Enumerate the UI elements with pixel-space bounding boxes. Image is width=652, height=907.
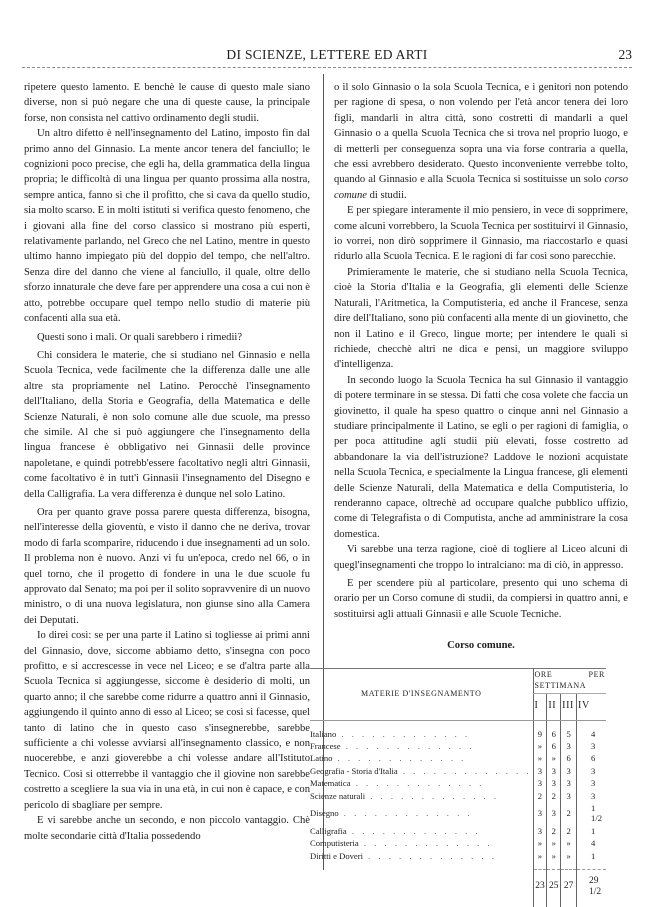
subject-cell: Latino . . . . . . . . . . . . . [310, 753, 467, 764]
subject-cell: Francese . . . . . . . . . . . . . [310, 741, 475, 752]
table-row [310, 825, 606, 837]
hours-cell: 3 [577, 790, 606, 802]
hours-cell: 2 [561, 825, 577, 837]
paragraph: ripetere questo lamento. E benchè le cause di questo male siano diverse, non si può negare che una di queste cause, la principale forse, non consista nel cattivo ordinamento degli studii. [24, 82, 310, 124]
journal-title: DI SCIENZE, LETTERE ED ARTI [226, 47, 428, 62]
leader-dots: . . . . . . . . . . . . . [350, 778, 485, 789]
total-cell: 29 1/2 [577, 870, 606, 907]
left-column [24, 80, 310, 844]
leader-dots: . . . . . . . . . . . . . [362, 850, 497, 861]
hours-cell: » [533, 837, 547, 849]
hours-cell: » [561, 837, 577, 849]
schedule-table [310, 668, 606, 907]
hours-cell: » [547, 850, 561, 870]
header-year: II [547, 693, 561, 720]
header-subjects: MATERIE D'INSEGNAMENTO [310, 668, 533, 720]
hours-cell: 6 [577, 752, 606, 764]
hours-cell: 3 [561, 765, 577, 777]
total-cell: 25 [547, 870, 561, 907]
table-row [310, 850, 606, 870]
subject-cell: Calligrafia . . . . . . . . . . . . . [310, 825, 481, 836]
hours-cell: 3 [561, 790, 577, 802]
subject-cell: Italiano . . . . . . . . . . . . . [310, 728, 471, 739]
hours-cell: » [561, 850, 577, 870]
paragraph: Ora per quanto grave possa parere questa differenza, bisogna, nell'interesse della gioventù, e visto il danno che ne deriva, trovar modo di farla scomparire, riducendo i due insegnamenti ad un solo. Il problema non è nuovo. Anzi vi fu un'epoca, credo nel 66, o in quel torno, che il progetto di fondere in una le due scuole fu approvato dal Senato; ma poi per il solito sopravvenire di un nuovo ministro, o di una nuova legislatura, non giunse sino alla Camera dei Deputati. [24, 506, 310, 626]
hours-cell: » [547, 752, 561, 764]
emphasis: corso comune [334, 174, 628, 201]
hours-cell: 3 [533, 765, 547, 777]
hours-cell: 5 [561, 720, 577, 740]
subject-cell: Scienze naturali . . . . . . . . . . . . . [310, 790, 499, 801]
leader-dots: . . . . . . . . . . . . . [365, 790, 499, 801]
hours-cell: 3 [577, 777, 606, 789]
hours-cell: 3 [561, 777, 577, 789]
header-rule [22, 67, 632, 69]
hours-cell: » [533, 752, 547, 764]
leader-dots: . . . . . . . . . . . . . [336, 728, 471, 739]
page-number: 23 [618, 47, 632, 62]
table-body [310, 720, 606, 869]
paragraph: In secondo luogo la Scuola Tecnica ha sul Ginnasio il vantaggio di potere terminare in se stessa. Di fatti che cosa volete che faccia un giovinetto, il quale ha speso quattro o cinque anni nel Ginnasio a studiare principalmente il Latino, se egli o per ragioni di famiglia, o per poca attitudine agli studii più elevati, fosse costretto ad abbandonare la via dell'istruzione? Laddove le nozioni acquistate nella Scuola Tecnica, e specialmente la Lingua francese, gli elementi delle Scienze Naturali, della Matematica e della Computisteria, lo renderanno capace, oltrechè ad occupare qualche pubblico uffizio, come di Telegrafista o di Computista, anche ad amministrare la cosa domestica. [334, 374, 628, 540]
hours-cell: » [533, 850, 547, 870]
table-row [310, 720, 606, 740]
hours-cell: » [533, 740, 547, 752]
paragraph: Chi considera le materie, che si studiano nel Ginnasio e nella Scuola Tecnica, vede facilmente che la differenza dalle une alle altre sta propriamente nel Latino. Perocchè l'insegnamento dell'Italiano, della Storia e Geografia, della Matematica e delle Scienze Naturali, è non solo comune alle due scuole, ma presso che simile. Al che si può aggiungere che l'insegnamento della lingua francese è obbligativo nei Ginnasii delle province napoletane, e quindi potrebb'essere facoltativo negli altri Ginnasii, come facoltativo è in tutt'i Ginnasii l'insegnamento del Disegno e della Calligrafia. La vera differenza è dunque nel solo Latino. [24, 349, 310, 500]
table-row [310, 790, 606, 802]
subject-cell: Computisteria . . . . . . . . . . . . . [310, 838, 493, 849]
hours-cell: 3 [533, 777, 547, 789]
hours-cell: 3 [547, 802, 561, 825]
hours-cell: 4 [577, 720, 606, 740]
header-year: IV [577, 693, 606, 720]
paragraph: E per scendere più al particolare, presento qui uno schema di orario per un Corso comune di studii, da compiersi in quattro anni, e sostituirsi agli attuali Ginnasii e alle Scuole Tecniche. [334, 578, 628, 620]
subject-cell: Geografia - Storia d'Italia . . . . . . . . . . . . . [310, 765, 532, 776]
leader-dots: . . . . . . . . . . . . . [338, 808, 473, 819]
table-row [310, 752, 606, 764]
total-cell: 27 [561, 870, 577, 907]
leader-dots: . . . . . . . . . . . . . [358, 838, 493, 849]
hours-cell: 2 [547, 825, 561, 837]
subject-cell: Matematica . . . . . . . . . . . . . [310, 778, 485, 789]
table-row [310, 777, 606, 789]
hours-cell: 3 [577, 740, 606, 752]
hours-cell: 1 [577, 825, 606, 837]
hours-cell: 3 [561, 740, 577, 752]
paragraph: Un altro difetto è nell'insegnamento del Latino, imposto fin dal primo anno del Ginnasio. La mente ancor tenera del fanciullo; le cognizioni poco precise, che egli ha, della grammatica della lingua propria; le difficoltà di una lingua per quanto prossima alla nostra, sempre antica, fanno sì che il profitto, che si cava da quello studio, sia molto scarso. E in molti istituti si verifica questo fenomeno, che i giovani alla fine del corso classico si mostrano più esperti, relativamente parlando, nel Greco che nel Latino, mentre in questo ultimo hanno impiegato più del doppio del tempo, che nell'altro. Senza dire del danno che viene al fanciullo, il quale, oltre dello sforzo innaturale che deve fare per apprendere una cosa a cui non è atto, potrebbe occupare quel tempo nello studio di materie più confacenti alla sua età. [24, 128, 310, 325]
table-title: Corso comune. [447, 640, 515, 652]
hours-cell: 1 [577, 850, 606, 870]
hours-cell: 4 [577, 837, 606, 849]
hours-cell: » [547, 837, 561, 849]
hours-cell: 3 [533, 825, 547, 837]
leader-dots: . . . . . . . . . . . . . [397, 765, 532, 776]
paragraph: Vi sarebbe una terza ragione, cioè di togliere al Liceo alcuni di quegl'insegnamenti che troppo lo intralciano: ma di ciò, in appresso. [334, 544, 628, 571]
totals-row [310, 870, 606, 907]
table-row [310, 740, 606, 752]
paragraph: o il solo Ginnasio o la sola Scuola Tecnica, e i genitori non potendo per ragione di spesa, o non volendo per l'età ancor tenera dei loro figli, mandarli in altra città, sono costretti di mandarli a quel Ginnasio o a quella Scuola Tecnica che si trova nel proprio luogo, e di metterli per conseguenza sopra una via forse contraria a quella, che essi avrebbero desiderato. Questo inconveniente verrebbe tolto, quando al Ginnasio e alla Scuola Tecnica si sostituisse un solo corso comune di studii. [334, 82, 628, 201]
table-row [310, 802, 606, 825]
hours-cell: 2 [533, 790, 547, 802]
hours-cell: 3 [577, 765, 606, 777]
paragraph: E vi sarebbe anche un secondo, e non piccolo vantaggio. Chè molte secondarie città d'Italia possedendo [24, 815, 310, 842]
leader-dots: . . . . . . . . . . . . . [346, 825, 481, 836]
header-year: III [561, 693, 577, 720]
hours-cell: 1 1/2 [577, 802, 606, 825]
subject-cell: Disegno . . . . . . . . . . . . . [310, 808, 473, 819]
leader-dots: . . . . . . . . . . . . . [340, 741, 475, 752]
paragraph: Io direi così: se per una parte il Latino si togliesse ai primi anni del Ginnasio, dove, siccome abbiamo detto, s'insegna con poco profitto, e si accrescesse in vece nel Liceo; e se d'altra parte alla Scuola Tecnica si aggiungesse, siccome è desiderio di molti, un quarto anno; il che sarebbe come ridurre a quattro anni il Ginnasio, aggiungendo il quinto anno di esso al Liceo; se così si facesse, quel tanto di latino che in questo caso s'insegnerebbe, sarebbe sufficiente a chi volesse avviarsi all'insegnamento classico, e non nuocerebbe, e anzi gioverebbe a chi volesse andare all'Istituto Tecnico. Così si otterrebbe il vantaggio che il giovine non sarebbe costretto a scegliere la sua via in una età, in cui non è capace, e con pericolo di sbagliare per sempre. [24, 630, 310, 811]
hours-cell: 3 [547, 765, 561, 777]
hours-cell: 6 [561, 752, 577, 764]
subject-cell: Diritti e Doveri . . . . . . . . . . . . . [310, 850, 497, 861]
paragraph: E per spiegare interamente il mio pensiero, in vece di sopprimere, come alcuni vorrebbero, la Scuola Tecnica per sostituirvi il Ginnasio, io vorrei, non dirò sopprimere il Ginnasio, ma riaccostarlo e quasi ridurlo alla Scuola Tecnica. E le ragioni di far così sono parecchie. [334, 205, 628, 263]
leader-dots: . . . . . . . . . . . . . [332, 753, 467, 764]
running-head [22, 43, 632, 65]
hours-cell: 2 [547, 790, 561, 802]
paragraph: Primieramente le materie, che si studiano nella Scuola Tecnica, cioè la Storia d'Italia e la Geografia, gli elementi delle Scienze Naturali, l'Aritmetica, la Computisteria, ed anche il Francese, senza dire dell'Italiano, sono più confacenti alla mente di un giovinetto, che non il Latino e il Greco, lingue morte; per intendere le quali si richiede, checchè altri ne dica e pensi, un maggiore sviluppo d'intelligenza. [334, 266, 628, 371]
hours-cell: 6 [547, 720, 561, 740]
hours-cell: 3 [547, 777, 561, 789]
header-year: I [533, 693, 547, 720]
total-cell: 23 [533, 870, 547, 907]
table-row [310, 765, 606, 777]
hours-cell: 2 [561, 802, 577, 825]
table-row [310, 837, 606, 849]
hours-cell: 3 [533, 802, 547, 825]
right-column [310, 80, 628, 907]
paragraph: Questi sono i mali. Or quali sarebbero i rimedii? [37, 331, 243, 343]
hours-cell: 6 [547, 740, 561, 752]
hours-cell: 9 [533, 720, 547, 740]
header-hours: ORE PER SETTIMANA [533, 668, 606, 693]
